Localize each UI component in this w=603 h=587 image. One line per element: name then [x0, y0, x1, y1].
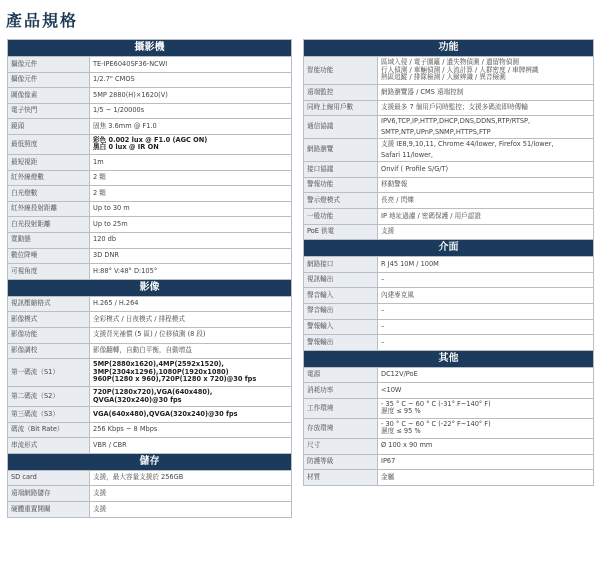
spec-value	[90, 264, 292, 280]
spec-value-line: Up to 25m	[93, 219, 128, 228]
spec-row	[8, 103, 292, 119]
spec-label: 警報輸出	[304, 335, 378, 351]
spec-value-line: 支援	[93, 489, 107, 498]
spec-value	[378, 85, 594, 101]
spec-label: 同時上線用戶數	[304, 100, 378, 116]
spec-value	[90, 343, 292, 359]
spec-value-line: 1/5 ~ 1/20000s	[93, 106, 145, 115]
spec-row	[304, 57, 594, 85]
spec-value-line: 金屬	[381, 472, 395, 481]
spec-value-line: 固焦 3.6mm @ F1.0	[93, 121, 157, 130]
spec-label: 白光燈數	[8, 186, 90, 202]
spec-table-left	[7, 39, 292, 518]
spec-value-line: H:88° V:48° D:105°	[93, 266, 158, 275]
spec-label: 寬動態	[8, 232, 90, 248]
spec-value	[378, 224, 594, 240]
spec-value	[378, 319, 594, 335]
spec-row	[304, 208, 594, 224]
spec-value	[90, 134, 292, 154]
spec-value-line: 960P(1280 x 960),720P(1280 x 720)@30 fps	[93, 375, 257, 384]
spec-value	[90, 438, 292, 454]
spec-row	[8, 502, 292, 518]
spec-label: 白光投射距離	[8, 217, 90, 233]
spec-row	[8, 343, 292, 359]
section-title: 攝影機	[8, 40, 292, 57]
spec-value	[378, 398, 594, 418]
spec-row	[304, 177, 594, 193]
spec-value	[90, 232, 292, 248]
spec-label: 網路接口	[304, 257, 378, 273]
spec-value-line: 彩色 0.002 lux @ F1.0 (AGC ON)	[93, 135, 208, 144]
spec-table-right	[303, 39, 594, 486]
spec-value-line: 支援 IE8,9,10,11, Chrome 44/lower, Firefox 51/lower,	[381, 140, 554, 149]
spec-value-line: 支援	[93, 504, 107, 513]
spec-value	[90, 217, 292, 233]
spec-label: 攝像元件	[8, 57, 90, 73]
spec-value-line: VGA(640x480),QVGA(320x240)@30 fps	[93, 409, 238, 418]
spec-label: 網路瀏覽	[304, 139, 378, 162]
spec-value-line: 影像翻轉，自動白平衡，自動增益	[93, 346, 192, 355]
spec-value	[90, 72, 292, 88]
spec-label: PoE 供電	[304, 224, 378, 240]
spec-value	[90, 312, 292, 328]
spec-value-line: Onvif ( Profile S/G/T)	[381, 164, 449, 173]
spec-row	[304, 193, 594, 209]
spec-value	[378, 162, 594, 178]
spec-row	[304, 470, 594, 486]
spec-value-line: 行人偵測 / 車輛偵測 / 人流計算 / 人群密度 / 車牌辨識	[381, 65, 539, 74]
spec-value	[378, 418, 594, 438]
spec-value-line: 5MP 2880(H)×1620(V)	[93, 90, 168, 99]
spec-value	[90, 296, 292, 312]
spec-value-line: 2 顆	[93, 173, 106, 182]
spec-label: 數位降噪	[8, 248, 90, 264]
spec-label: 影像模式	[8, 312, 90, 328]
spec-value-line: 區域入侵 / 電子圍籬 / 遺失物偵測 / 遺留物偵測	[381, 58, 519, 67]
spec-label: 硬體重置開關	[8, 502, 90, 518]
spec-row	[304, 398, 594, 418]
spec-row	[8, 217, 292, 233]
spec-label: 電子快門	[8, 103, 90, 119]
spec-row	[8, 134, 292, 154]
spec-value	[90, 359, 292, 387]
spec-row	[304, 418, 594, 438]
spec-row	[8, 312, 292, 328]
spec-label: 影像功能	[8, 327, 90, 343]
spec-value	[90, 201, 292, 217]
spec-row	[8, 170, 292, 186]
spec-row	[304, 85, 594, 101]
spec-value-line: 720P(1280x720),VGA(640x480),	[93, 388, 213, 397]
spec-label: 紅外線投射距離	[8, 201, 90, 217]
spec-value	[378, 208, 594, 224]
spec-label: 遠端網路儲存	[8, 486, 90, 502]
spec-value	[90, 248, 292, 264]
spec-label: 最短視距	[8, 154, 90, 170]
spec-row	[8, 296, 292, 312]
spec-value	[378, 470, 594, 486]
spec-value-line: DC12V/PoE	[381, 370, 418, 379]
spec-value	[378, 177, 594, 193]
spec-value-line: IP67	[381, 457, 396, 466]
section-header	[304, 40, 594, 57]
section-header	[8, 279, 292, 296]
spec-label: 可視角度	[8, 264, 90, 280]
spec-label: 圖像像素	[8, 88, 90, 104]
spec-row	[8, 72, 292, 88]
spec-value-line: VBR / CBR	[93, 440, 127, 449]
spec-row	[304, 288, 594, 304]
section-title: 其他	[304, 350, 594, 367]
spec-label: 智能功能	[304, 57, 378, 85]
spec-row	[8, 264, 292, 280]
spec-value-line: Up to 30 m	[93, 204, 130, 213]
spec-value-line: 支援	[381, 227, 395, 236]
spec-row	[8, 438, 292, 454]
spec-label: 尺寸	[304, 438, 378, 454]
spec-row	[8, 407, 292, 423]
spec-row	[8, 186, 292, 202]
spec-label: 接口協議	[304, 162, 378, 178]
section-title: 儲存	[8, 453, 292, 470]
spec-row	[304, 224, 594, 240]
spec-row	[304, 139, 594, 162]
spec-row	[8, 470, 292, 486]
spec-value-line: QVGA(320x240)@30 fps	[93, 395, 182, 404]
spec-value-line: 5MP(2880x1620),4MP(2592x1520),	[93, 360, 224, 369]
spec-row	[8, 422, 292, 438]
spec-value-line: 濕度 ≤ 95 %	[381, 427, 421, 436]
spec-value	[90, 170, 292, 186]
spec-label: 第三碼流（S3）	[8, 407, 90, 423]
spec-label: 遠端監控	[304, 85, 378, 101]
spec-row	[304, 272, 594, 288]
spec-value-line: 3MP(2304x1296),1080P(1920x1080)	[93, 367, 229, 376]
spec-value-line: 支援，最大容量支援於 256GB	[93, 473, 184, 482]
spec-row	[304, 116, 594, 139]
spec-row	[304, 319, 594, 335]
spec-value-line: Safari 11/lower,	[381, 151, 433, 160]
spec-label: 電源	[304, 367, 378, 383]
spec-label: 一般功能	[304, 208, 378, 224]
spec-value-line: –	[381, 337, 385, 346]
spec-label: 材質	[304, 470, 378, 486]
spec-value-line: 1/2.7" CMOS	[93, 75, 135, 84]
spec-row	[304, 162, 594, 178]
spec-value-line: SMTP,NTP,UPnP,SNMP,HTTPS,FTP	[381, 128, 491, 137]
section-title: 影像	[8, 279, 292, 296]
page-title: 產品規格	[6, 11, 79, 30]
spec-value	[378, 303, 594, 319]
spec-row	[304, 367, 594, 383]
spec-row	[8, 88, 292, 104]
spec-value-line: –	[381, 275, 385, 284]
spec-value	[378, 100, 594, 116]
spec-value-line: - 30 ° C ~ 60 ° C (-22° F~140° F)	[381, 419, 491, 428]
spec-row	[304, 454, 594, 470]
spec-value	[378, 57, 594, 85]
spec-value	[378, 116, 594, 139]
spec-value-line: 256 Kbps ~ 8 Mbps	[93, 425, 158, 434]
spec-row	[8, 154, 292, 170]
spec-label: 串流形式	[8, 438, 90, 454]
spec-value-line: 3D DNR	[93, 251, 119, 260]
spec-value-line: –	[381, 306, 385, 315]
spec-value	[378, 383, 594, 399]
spec-label: 碼流（Bit Rate）	[8, 422, 90, 438]
spec-value	[378, 335, 594, 351]
spec-value-line: 全彩模式 / 日夜模式 / 排程模式	[93, 314, 185, 323]
spec-value-line: TE-IPE6040SF36-NCWI	[93, 59, 168, 68]
spec-value-line: 支援最多 7 個用戶同時監控；支援多碼流即時傳輸	[381, 103, 528, 112]
spec-value	[90, 57, 292, 73]
spec-value	[378, 367, 594, 383]
spec-value-line: 黑白 0 lux @ IR ON	[93, 143, 159, 152]
spec-value-line: IP 地址過濾 / 密碼保護 / 用戶認證	[381, 211, 481, 220]
spec-value-line: 濕度 ≤ 95 %	[381, 407, 421, 416]
spec-row	[8, 486, 292, 502]
spec-label: 視訊輸出	[304, 272, 378, 288]
spec-value-line: <10W	[381, 385, 402, 394]
section-header	[8, 40, 292, 57]
spec-value-line: R J45 10M / 100M	[381, 259, 439, 268]
spec-value	[90, 387, 292, 407]
spec-value-line: 1m	[93, 157, 104, 166]
spec-value	[378, 454, 594, 470]
spec-value	[90, 470, 292, 486]
spec-label: 消耗功率	[304, 383, 378, 399]
spec-label: 紅外線燈數	[8, 170, 90, 186]
spec-value	[90, 327, 292, 343]
spec-row	[304, 257, 594, 273]
spec-value	[90, 88, 292, 104]
spec-label: 攝像元件	[8, 72, 90, 88]
spec-value	[378, 139, 594, 162]
spec-label: 警報功能	[304, 177, 378, 193]
spec-value	[378, 272, 594, 288]
spec-value	[90, 502, 292, 518]
spec-value	[90, 119, 292, 135]
spec-label: SD card	[8, 470, 90, 486]
spec-value-line: 內建麥克風	[381, 290, 414, 299]
spec-row	[304, 100, 594, 116]
spec-value	[90, 154, 292, 170]
section-header	[8, 453, 292, 470]
spec-value-line: 120 db	[93, 235, 117, 244]
spec-value-line: 支援背光補償 (5 區) / 位移偵測 (8 段)	[93, 330, 206, 339]
spec-row	[8, 327, 292, 343]
spec-label: 最低照度	[8, 134, 90, 154]
spec-value	[378, 438, 594, 454]
spec-value-line: IPV6,TCP,IP,HTTP,DHCP,DNS,DDNS,RTP/RTSP,	[381, 117, 531, 126]
spec-row	[8, 248, 292, 264]
spec-value-line: –	[381, 322, 385, 331]
spec-label: 防護等級	[304, 454, 378, 470]
spec-value-line: 熱區追蹤 / 排隊檢測 / 人臉辨識 / 異音檢測	[381, 73, 506, 82]
spec-value-line: Ø 100 x 90 mm	[381, 441, 433, 450]
spec-label: 存放環境	[304, 418, 378, 438]
spec-row	[8, 359, 292, 387]
spec-value-line: 2 顆	[93, 188, 106, 197]
spec-label: 工作環境	[304, 398, 378, 418]
spec-value	[90, 407, 292, 423]
section-header	[304, 240, 594, 257]
spec-row	[8, 201, 292, 217]
spec-label: 聲音輸出	[304, 303, 378, 319]
spec-row	[304, 383, 594, 399]
spec-label: 鏡頭	[8, 119, 90, 135]
section-title: 介面	[304, 240, 594, 257]
spec-value	[90, 486, 292, 502]
spec-row	[304, 303, 594, 319]
spec-value	[378, 193, 594, 209]
spec-value-line: H.265 / H.264	[93, 299, 139, 308]
spec-value	[378, 288, 594, 304]
spec-label: 第一碼流（S1）	[8, 359, 90, 387]
spec-row	[304, 335, 594, 351]
spec-value	[378, 257, 594, 273]
spec-label: 通信協議	[304, 116, 378, 139]
spec-label: 視訊壓縮格式	[8, 296, 90, 312]
section-header	[304, 350, 594, 367]
spec-row	[8, 387, 292, 407]
spec-row	[8, 57, 292, 73]
spec-value-line: 移動警報	[381, 180, 408, 189]
spec-value	[90, 186, 292, 202]
spec-label: 影像調校	[8, 343, 90, 359]
spec-label: 警示燈模式	[304, 193, 378, 209]
spec-value-line: 長亮 / 閃爍	[381, 195, 414, 204]
spec-row	[8, 119, 292, 135]
spec-value	[90, 422, 292, 438]
spec-label: 聲音輸入	[304, 288, 378, 304]
spec-row	[8, 232, 292, 248]
spec-row	[304, 438, 594, 454]
section-title: 功能	[304, 40, 594, 57]
spec-value-line: 網路瀏覽器 / CMS 遠端控制	[381, 87, 464, 96]
spec-value	[90, 103, 292, 119]
spec-label: 警報輸入	[304, 319, 378, 335]
spec-label: 第二碼流（S2）	[8, 387, 90, 407]
spec-value-line: - 35 ° C ~ 60 ° C (-31° F~140° F)	[381, 399, 491, 408]
